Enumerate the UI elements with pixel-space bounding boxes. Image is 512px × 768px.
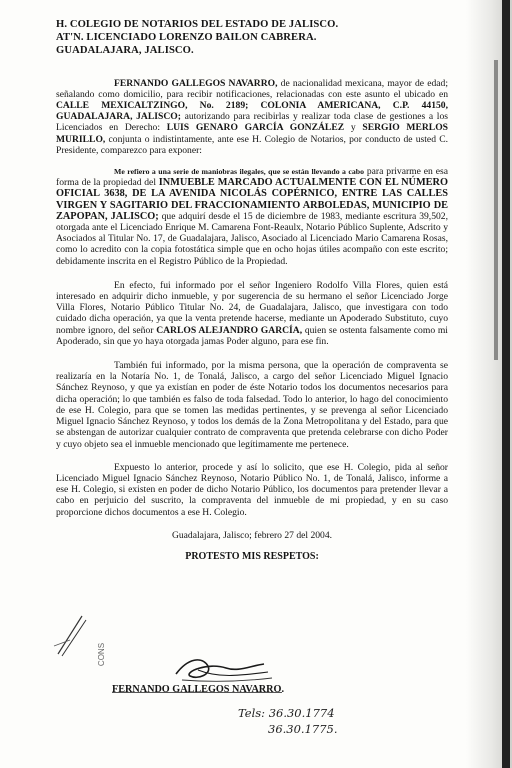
property-text-1: para privarme en esa forma de la propiedad del <box>56 166 448 189</box>
scan-dark-border <box>502 0 510 768</box>
lawyer-2: SERGIO MERLOS MURILLO, <box>56 122 448 145</box>
property-lead: Me refiero a una serie de maniobras ilegales, que se están llevando a cabo <box>114 167 364 177</box>
handwritten-phone-2: 36.30.1775. <box>268 722 338 736</box>
information-text-2: quien se ostenta falsamente como mi Apoderado, sin que yo haya otorgada jamas Poder alguno, para ese fin. <box>56 324 448 347</box>
lawyer-1: LUIS GENARO GARCÍA GONZÁLEZ <box>166 122 345 134</box>
intro-text-2: autorizando para recibirlas y realizar toda clase de gestiones a los Licenciados en Derecho: <box>56 111 448 134</box>
intro-text-4: conjunta o indistintamente, ante ese H. Colegio de Notarios, por conducto de usted C. Presidente, comparezco para exponer: <box>56 133 448 156</box>
intro-text-1: de nacionalidad mexicana, mayor de edad; señalando como domicilio, para recibir notificaciones, relacionadas con este asunto el ubicado en <box>56 77 448 100</box>
addressee-block <box>56 18 448 58</box>
closing-formula: PROTESTO MIS RESPETOS: <box>185 550 319 562</box>
paragraph-property <box>56 166 448 267</box>
paragraph-request: Expuesto lo anterior, procede y así lo solicito, que ese H. Colegio, pida al señor Licenciado Miguel Ignacio Sánchez Reynoso, Notario Público No. 1, de Tonalá, Jalisco, informe a ese H. Colegio, si existen en poder de dicho Notario Público, los documentos para pretender llevar a cabo en perjuicio del suscrito, la compraventa del inmueble de mi propiedad, y en su caso proporcione dichos documentos a ese H. Colegio. <box>56 461 448 518</box>
paragraph-notary-operation: También fui informado, por la misma persona, que la operación de compraventa se realizaría en la Notaría No. 1, de Tonalá, Jalisco, a cargo del señor Licenciado Miguel Ignacio Sánchez Reynoso, y que ya existían en poder de éste Notario todos los documentos necesarios para dicha operación; lo que también es falso de toda falsedad. Todo lo anterior, lo hago del conocimiento de ese H. Colegio, para que se tomen las medidas pertinentes, y se prevenga al señor Licenciado Miguel Ignacio Sánchez Reynoso, y todos los demás de la Zona Metropolitana y del Estado, para que se abstengan de autorizar cualquier contrato de compraventa que pretenda celebrarse con dicho Poder y cuyo objeto sea el inmueble mencionado que legítimamente me pertenece. <box>56 360 448 450</box>
information-text-1: En efecto, fui informado por el señor Ingeniero Rodolfo Villa Flores, quien está interesado en adquirir dicho inmueble, y por sugerencia de su hermano el señor Licenciado Jorge Villa Flores, Notario Público Titular No. 24, de Guadalajara, Jalisco, que investigara con todo cuidado dicha operación, ya que la venta pretende hacerse, mediante un Apoderado Substituto, cuyo nombre ignoro, del señor <box>56 279 448 336</box>
signatory-name: FERNANDO GALLEGOS NAVARRO. <box>112 684 284 695</box>
margin-vertical-mark: CONS <box>97 642 107 667</box>
alleged-attorney-name: CARLOS ALEJANDRO GARCÍA, <box>156 324 303 336</box>
property-text-2: que adquirí desde el 15 de diciembre de 1983, mediante escritura 39,502, otorgada ante el Licenciado Enrique M. Camarena Font-Reaulx, Notario Público Suplente, Adscrito y Asociados al Titular No. 17, de Guadalajara, Jalisco, Asociado al Licenciado Mario Camarena Rosas, como lo acredito con la copia fotostática simple que en ocho hojas útiles acompaño con este escrito; debidamente inscrita en el Registro Público de la Propiedad. <box>56 210 448 267</box>
scan-edge-mark <box>494 60 498 360</box>
place-and-date: Guadalajara, Jalisco; febrero 27 del 2004. <box>171 529 333 541</box>
intro-text-3: y <box>344 122 363 134</box>
addressee-line-3: GUADALAJARA, JALISCO. <box>56 45 194 57</box>
sender-name: FERNANDO GALLEGOS NAVARRO, <box>114 77 278 89</box>
handwritten-phone-1: Tels: 36.30.1774 <box>238 706 335 720</box>
handwritten-signature <box>168 652 278 686</box>
property-description: INMUEBLE MARCADO ACTUALMENTE CON EL NÚMERO OFICIAL 3638, DE LA AVENIDA NICOLÁS COPÉRNICO, ENTRE LAS CALLES VIRGEN Y SAGITARIO DEL FRACCIONAMIENTO ARBOLEDAS, MUNICIPIO DE ZAPOPAN, JALISCO; <box>56 177 448 222</box>
paragraph-introduction <box>56 78 448 156</box>
sender-address: CALLE MEXICALTZINGO, No. 2189; COLONIA AMERICANA, C.P. 44150, GUADALAJARA, JALISCO; <box>56 100 448 123</box>
addressee-line-1: H. COLEGIO DE NOTARIOS DEL ESTADO DE JALISCO. <box>56 19 339 30</box>
margin-pen-marks <box>52 610 92 660</box>
paragraph-information <box>56 280 448 347</box>
letter-body <box>56 18 448 562</box>
addressee-line-2: AT'N. LICENCIADO LORENZO BAILON CABRERA. <box>56 32 317 44</box>
